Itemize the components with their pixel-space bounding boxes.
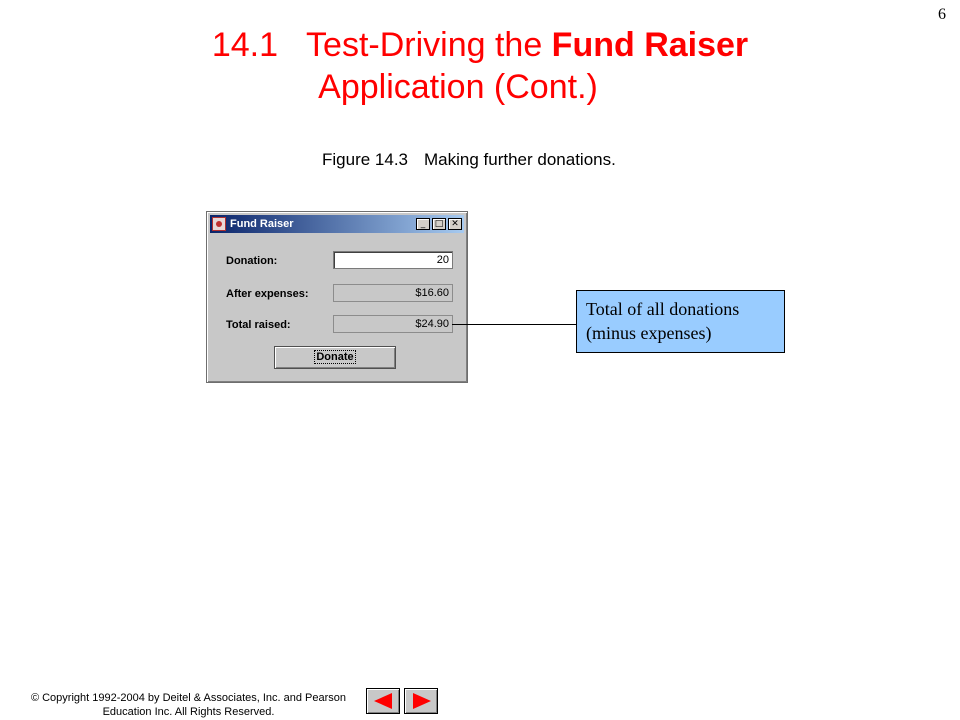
donation-label: Donation: [226, 255, 278, 267]
figure-number: Figure 14.3 [322, 150, 408, 169]
donation-input[interactable]: 20 [333, 251, 453, 269]
triangle-right-icon [413, 693, 431, 709]
fund-raiser-app-icon[interactable] [212, 217, 226, 231]
callout-line1: Total of all donations [586, 299, 740, 319]
copyright-line1: © Copyright 1992-2004 by Deitel & Associates, Inc. and Pearson [30, 692, 347, 704]
close-button[interactable]: ✕ [448, 218, 462, 230]
window-controls [414, 218, 462, 230]
total-raised-label: Total raised: [226, 319, 291, 331]
previous-slide-button[interactable] [366, 688, 400, 714]
after-expenses-label: After expenses: [226, 288, 309, 300]
triangle-left-icon [374, 693, 392, 709]
section-number: 14.1 [211, 26, 279, 64]
figure-text: Making further donations. [424, 150, 616, 169]
maximize-button[interactable]: □ [432, 218, 446, 230]
after-expenses-field: $16.60 [333, 284, 453, 302]
slide-title [0, 24, 960, 108]
donate-button[interactable] [274, 346, 396, 369]
figure-caption [322, 150, 616, 170]
minimize-button[interactable]: _ [416, 218, 430, 230]
donate-button-label: Donate [316, 351, 354, 363]
title-prefix: Test-Driving the [306, 26, 552, 64]
callout-connector [452, 324, 576, 325]
next-slide-button[interactable] [404, 688, 438, 714]
copyright-line2: Education Inc. All Rights Reserved. [102, 706, 275, 718]
slide-navigation [366, 688, 442, 714]
fund-raiser-window [206, 211, 468, 383]
title-app-name: Fund Raiser [551, 26, 749, 64]
total-raised-field: $24.90 [333, 315, 453, 333]
window-titlebar[interactable] [210, 215, 464, 233]
copyright-notice [16, 691, 361, 719]
window-title: Fund Raiser [230, 218, 294, 230]
page-number: 6 [938, 6, 946, 23]
callout-line2: (minus expenses) [586, 323, 712, 343]
callout-box [576, 290, 785, 353]
title-line2: Application (Cont.) [318, 68, 598, 106]
